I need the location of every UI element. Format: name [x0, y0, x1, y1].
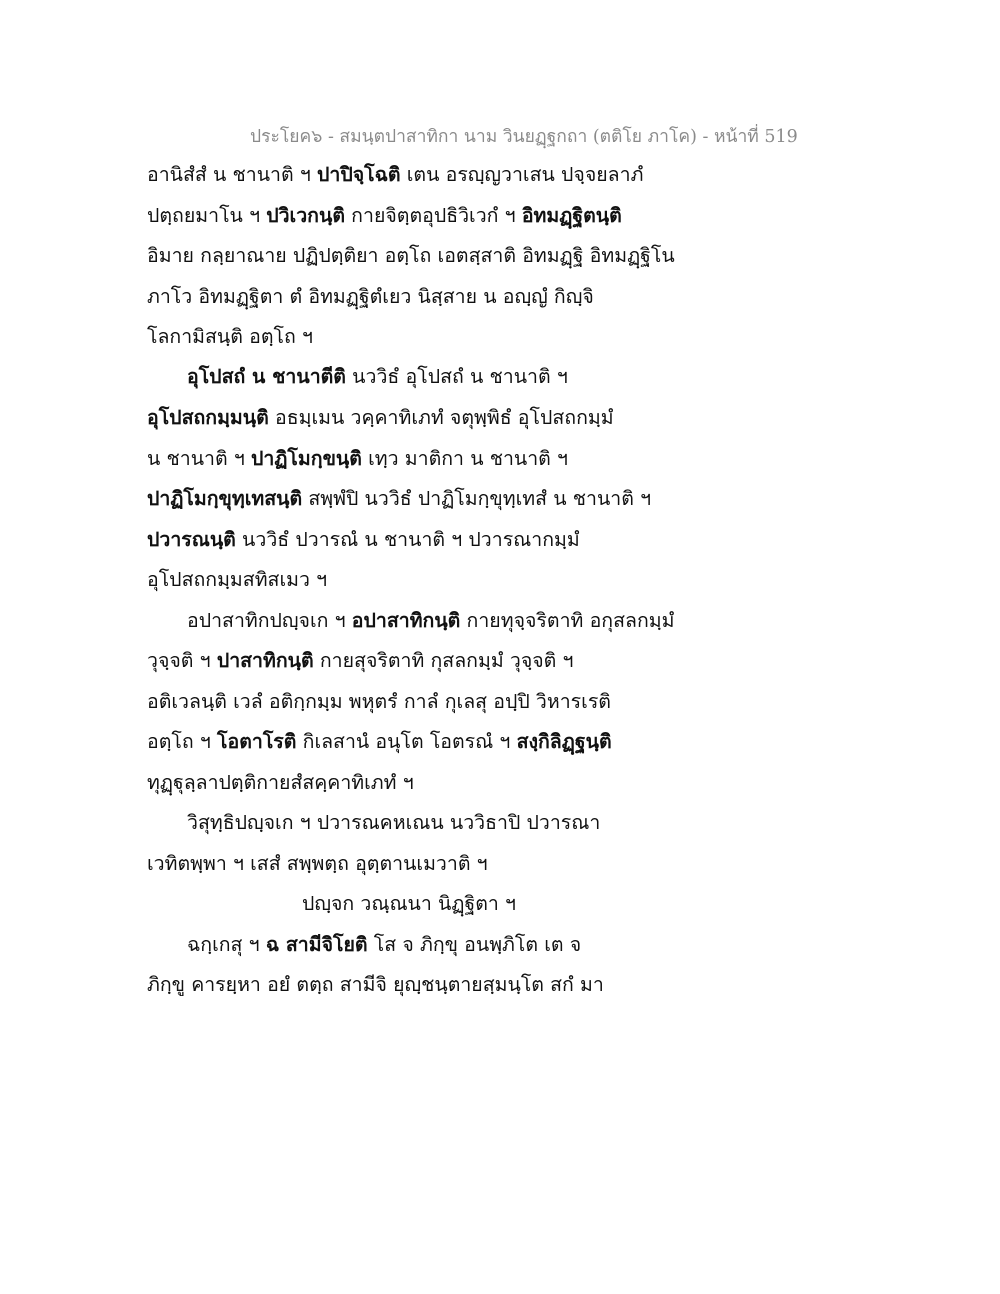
text-line-6 — [187, 367, 568, 387]
text-span: ภิกฺขู คารยฺหา อยํ ตตฺถ สามีจิ ยุญฺชนฺตายสฺมนฺโต สกํ มา — [147, 973, 604, 996]
text-span: ปญฺจก วณฺณนา นิฏฺฐิตา ฯ — [302, 892, 516, 915]
text-span: นววิธํ ปวารณํ น ชานาติ ฯ ปวารณากมฺมํ — [235, 528, 580, 551]
page-header: ประโยค๖ - สมนฺตปาสาทิกา นาม วินยฏฺฐกถา (ตติโย ภาโค) - หน้าที่ 519 — [250, 127, 798, 147]
bold-term: ปาสาทิกนฺติ — [216, 649, 314, 672]
text-span: เทฺว มาติกา น ชานาติ ฯ — [361, 447, 568, 470]
text-span: กายจิตฺตอุปธิวิเวกํ ฯ — [344, 204, 522, 227]
bold-term: อปาสาทิกนฺติ — [351, 609, 461, 632]
text-span: อปาสาทิกปญฺจเก ฯ — [187, 609, 352, 632]
text-span: ฉกฺเกสุ ฯ — [187, 933, 266, 956]
text-span: น ชานาติ ฯ — [147, 447, 252, 470]
text-line-12 — [187, 611, 674, 631]
text-span: โลกามิสนฺติ อตฺโถ ฯ — [147, 325, 313, 348]
text-line-13 — [147, 651, 574, 671]
text-line-20 — [187, 935, 581, 955]
text-line-7 — [147, 408, 614, 428]
text-span: อานิสํสํ น ชานาติ ฯ — [147, 163, 317, 186]
text-line-14 — [147, 692, 611, 712]
text-line-1 — [147, 165, 643, 185]
text-span: กายสุจริตาทิ กุสลกมฺมํ วุจฺจติ ฯ — [313, 649, 574, 672]
text-span: เตน อรญฺญวาเสน ปจฺจยลาภํ — [400, 163, 644, 186]
text-span: วุจฺจติ ฯ — [147, 649, 217, 672]
text-span: วิสุทฺธิปญฺจเก ฯ ปวารณคหเณน นววิธาปิ ปวารณา — [187, 811, 601, 834]
bold-term: อิทมฏฺฐิตนฺติ — [521, 204, 622, 227]
bold-term: โอตาโรติ — [217, 730, 297, 753]
text-span: กิเลสานํ อนุโต โอตรณํ ฯ — [296, 730, 517, 753]
bold-term: ปาฏิโมกฺขนฺติ — [251, 447, 362, 470]
bold-term: ปาฏิโมกฺขุทฺเทสนฺติ — [147, 487, 303, 510]
text-span: อติเวลนฺติ เวลํ อติกฺกมฺม พหุตรํ กาลํ กุเลสุ อปฺปิ วิหารเรติ — [147, 690, 611, 713]
text-line-3 — [147, 246, 675, 266]
text-line-2 — [147, 206, 622, 226]
bold-term: ฉ สามีจิโยติ — [265, 933, 368, 956]
text-span: ทุฏฺฐุลฺลาปตฺติกายสํสคฺคาทิเภทํ ฯ — [147, 771, 414, 794]
bold-term: อุโปสถํ น ชานาตีติ — [187, 365, 346, 388]
text-line-15 — [147, 732, 612, 752]
text-span: ภาโว อิทมฏฺฐิตา ตํ อิทมฏฺฐิตํเยว นิสฺสาย น อญฺญํ กิญฺจิ — [147, 285, 594, 308]
text-span: เวทิตพฺพา ฯ เสสํ สพฺพตฺถ อุตฺตานเมวาติ ฯ — [147, 852, 488, 875]
text-line-10 — [147, 530, 580, 550]
section-end-heading — [302, 894, 516, 914]
text-span: โส จ ภิกฺขุ อนพฺภิโต เต จ — [367, 933, 582, 956]
text-line-17 — [187, 813, 600, 833]
text-line-8 — [147, 449, 568, 469]
text-span: นววิธํ อุโปสถํ น ชานาติ ฯ — [345, 365, 568, 388]
text-line-16 — [147, 773, 414, 793]
text-span: อุโปสถกมฺมสทิสเมว ฯ — [147, 568, 328, 591]
text-span: อตฺโถ ฯ — [147, 730, 218, 753]
text-line-5 — [147, 327, 313, 347]
text-span: อิมาย กลฺยาณาย ปฏิปตฺติยา อตฺโถ เอตสฺสาติ อิทมฏฺฐิ อิทมฏฺฐิโน — [147, 244, 675, 267]
bold-term: ปวิเวกนฺติ — [266, 204, 345, 227]
text-line-4 — [147, 287, 594, 307]
text-span: ปตฺถยมาโน ฯ — [147, 204, 267, 227]
bold-term: อุโปสถกมฺมนฺติ — [147, 406, 269, 429]
text-line-11 — [147, 570, 327, 590]
bold-term: ปาปิจฺโฉติ — [317, 163, 401, 186]
text-line-21 — [147, 975, 604, 995]
bold-term: สงฺกิลิฏฺฐนฺติ — [516, 730, 612, 753]
text-span: กายทุจฺจริตาทิ อกุสลกมฺมํ — [460, 609, 675, 632]
text-line-18 — [147, 854, 488, 874]
text-line-9 — [147, 489, 651, 509]
bold-term: ปวารณนฺติ — [147, 528, 236, 551]
text-span: อธมฺเมน วคฺคาทิเภทํ จตุพฺพิธํ อุโปสถกมฺมํ — [268, 406, 614, 429]
text-span: สพฺพํปิ นววิธํ ปาฏิโมกฺขุทฺเทสํ น ชานาติ ฯ — [302, 487, 652, 510]
